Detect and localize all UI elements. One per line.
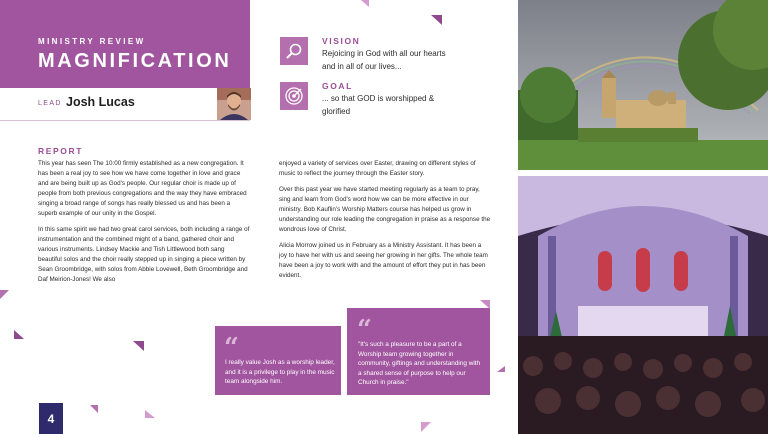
- triangle-decoration: [14, 330, 24, 339]
- triangle-decoration: [90, 405, 98, 413]
- section-kicker: MINISTRY REVIEW: [38, 37, 146, 46]
- church-exterior-photo: [518, 0, 768, 170]
- quote-mark-icon: “: [357, 315, 372, 345]
- quote-mark-icon: “: [224, 333, 239, 363]
- report-paragraph: In this same spirit we had two great carol services, both including a range of instrumentation and the combined might of a band, gathered choir and various instruments. Lindsey Mackie and Tish Littlewood both sang beautiful solos and the choir really stepped up in singing a piece written by Sean Groombridge, with solos from Abbie Lovewell, Beth Groombridge and Daf Meirion-Jones! We also: [38, 226, 250, 283]
- report-paragraph: This year has seen The 10:00 firmly established as a new congregation. It has been a real joy to see how we have come together in love and grace and are being built up as God's people. Our regular choir is made up of people from both previous congregations and the way they have embraced singing a broad range of songs has really blessed us and has been a superb example of our unity in the Gospel.: [38, 160, 247, 217]
- church-interior-photo: [518, 176, 768, 434]
- triangle-decoration: [133, 341, 144, 351]
- goal-heading: GOAL: [322, 81, 353, 91]
- report-paragraph: enjoyed a variety of services over Easter, drawing on different styles of music to reflect the journey through the Easter story.: [279, 160, 476, 177]
- report-paragraph: Alicia Morrow joined us in February as a Ministry Assistant. It has been a joy to have her with us and seeing her growing in her gifts. The whole team have been a joy to work with and the amount of effort they put in has been evident.: [279, 242, 488, 279]
- vision-text: Rejoicing in God with all our hearts and in all of our lives...: [322, 49, 446, 71]
- quote-text: "It's such a pleasure to be a part of a Worship team growing together in community, giftings and understanding with a shared sense of purpose to help our Church in praise.": [358, 341, 481, 386]
- quote-text: I really value Josh as a worship leader, and it is a privilege to play in the music team alongside him.: [225, 359, 335, 385]
- goal-text: ... so that GOD is worshipped & glorified: [322, 94, 435, 116]
- triangle-decoration: [361, 0, 369, 7]
- lead-name: Josh Lucas: [66, 95, 135, 109]
- triangle-decoration: [480, 300, 490, 309]
- triangle-decoration: [421, 422, 431, 432]
- triangle-decoration: [0, 290, 9, 299]
- page-number: 4: [39, 403, 63, 434]
- report-heading: REPORT: [38, 146, 84, 156]
- triangle-decoration: [431, 15, 442, 25]
- vision-heading: VISION: [322, 36, 361, 46]
- lead-label: LEAD: [38, 100, 62, 107]
- report-paragraph: Over this past year we have started meeting regularly as a team to pray, sing and learn from God's word how we can be more effective in our ministry. Bob Kauflin's Worship Matters course has helped us grow in understanding our role leading the congregation in praise as a response the wondrous love of Christ.: [279, 186, 491, 233]
- triangle-decoration: [145, 410, 155, 418]
- page-title: MAGNIFICATION: [38, 50, 232, 72]
- triangle-decoration: [497, 366, 505, 372]
